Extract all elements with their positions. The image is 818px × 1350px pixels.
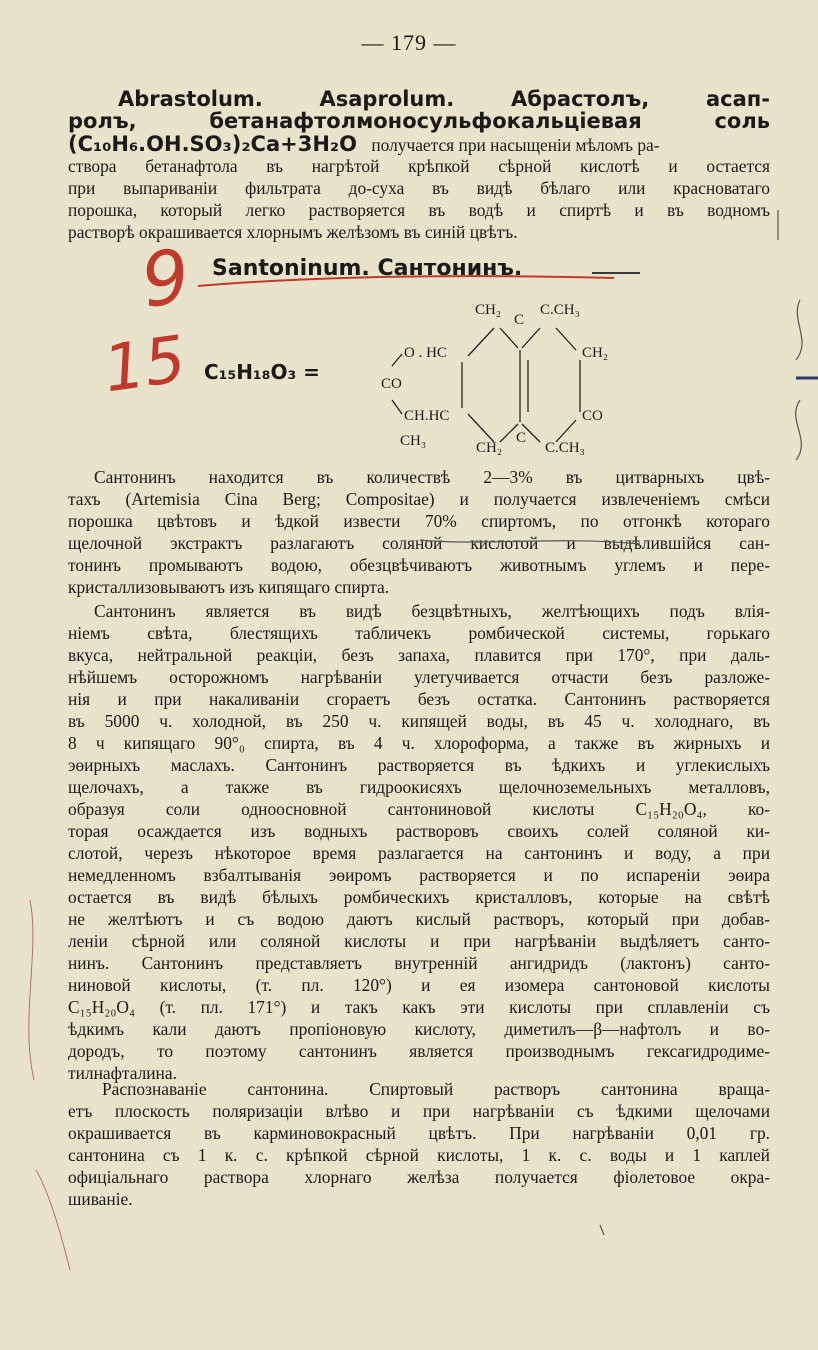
p2-line-22: тилнафталина. [68,1063,177,1083]
p1-line-5: тонинъ промываютъ водою, обезцвѣчиваютъ животнымъ углемъ и пере- [68,555,770,575]
formula-o-hc: O . HC [404,345,447,361]
formula-ch2-top: CH₂ [475,302,502,318]
p3-line-4: сантонина съ 1 к. с. крѣпкой сѣрной кислоты, 1 к. с. воды и 1 каплей [68,1145,770,1165]
p1-line-4: щелочной экстрактъ разлагаютъ соляной кислотой и выдѣлившiйся сан- [68,533,770,553]
p2-line-21: дородъ, то поэтому сантонинъ является производнымъ гексагидродиме- [68,1041,770,1061]
abrastol-line-5: при выпариванiи фильтрата до-суха въ видѣ бѣлаго или красноватаго [68,178,770,198]
p2-line-18: ниновой кислоты, (т. пл. 120°) и ея изомера сантоновой кислоты [68,975,770,995]
p2-line-13: немедленномъ взбалтыванiя эөиромъ растворяется и по испаренiи эөира [68,865,770,885]
formula-co-right: CO [582,408,603,424]
p2-line-16: ленiи сѣрной или соляной кислоты и при нагрѣванiи выдѣляетъ санто- [68,931,770,951]
p3-line-5: офицiальнаго раствора хлорнаго желѣза получается фiолетовое окра- [68,1167,770,1187]
p3-line-1: Распознаванiе сантонина. Спиртовый растворъ сантонина враща- [102,1079,770,1099]
p2-line-14: остается въ видѣ бѣлыхъ ромбическихъ кристалловъ, которые на свѣтѣ [68,887,770,907]
p1-line-6: кристаллизовываютъ изъ кипящаго спирта. [68,577,390,597]
p2-line-5: нiя и при накаливанiи сгораетъ безъ остатка. Сантонинъ растворяется [68,689,770,709]
p2-line-7: 8 ч кипящаго 90°₀ спирта, въ 4 ч. хлороформа, а также въ жирныхъ и [68,733,770,753]
p2-line-17: нинъ. Сантонинъ представляетъ внутреннiй ангидридъ (лактонъ) санто- [68,953,770,973]
p2-line-10: образуя соли одноосновной сантониновой кислоты C₁₅H₂₀O₄, ко- [68,799,770,819]
handwritten-mark-top: 9 [136,233,195,325]
p1-line-3: порошка цвѣтовъ и ѣдкой извести 70% спиртомъ, по отгонкѣ котораго [68,511,770,531]
p2-line-3: вкуса, нейтральной реакцiи, безъ запаха, плавится при 170°, при даль- [68,645,770,665]
p2-line-12: слотой, черезъ нѣкоторое время разлагается на сантонинъ и воду, а при [68,843,770,863]
p1-line-2: тахъ (Artemisia Cina Berg; Compositae) и получается извлеченiемъ смѣси [68,489,770,509]
abrastol-formula: (C₁₀H₆.OH.SO₃)₂Ca+3H₂O [68,132,357,156]
abrastol-line-7: растворѣ окрашивается хлорнымъ желѣзомъ въ синiй цвѣтъ. [68,222,518,242]
santonin-heading: Santoninum. Сантонинъ. [212,256,523,281]
p2-line-11: торая осаждается изъ водныхъ растворовъ своихъ солей соляной ки- [68,821,770,841]
p2-line-15: не желтѣютъ и съ водою даютъ кислый растворъ, который при добав- [68,909,770,929]
p2-line-2: нiемъ свѣта, блестящихъ табличекъ ромбической системы, горькаго [68,623,770,643]
formula-co-left: CO [381,376,402,392]
p2-line-20: ѣдкимъ кали даютъ пропiоновую кислоту, диметилъ—β—нафтолъ и во- [68,1019,770,1039]
p3-line-2: етъ плоскость поляризацiи влѣво и при нагрѣванiи съ ѣдкими щелочами [68,1101,770,1121]
p2-line-19: C₁₅H₂₀O₄ (т. пл. 171°) и такъ какъ эти кислоты при сплавленiи съ [68,997,770,1017]
santonin-formula-lhs: C₁₅H₁₈O₃ = [204,360,320,384]
formula-c-top: C [514,312,525,328]
formula-c-bottom: C [516,430,527,446]
formula-ch2-bottom: CH₂ [476,440,503,456]
formula-ch-hc: CH.HC [404,408,450,424]
p3-line-6: шиванiе. [68,1189,133,1209]
abrastol-line-4: створа бетанафтола въ нагрѣтой крѣпкой сѣрной кислотѣ и остается [68,156,770,176]
p2-line-4: нѣйшемъ осторожномъ нагрѣванiи улетучивается отчасти безъ разложе- [68,667,770,687]
formula-ch3-left: CH₃ [400,433,427,449]
handwritten-mark-bottom: 15 [99,322,191,408]
p2-line-1: Сантонинъ является въ видѣ безцвѣтныхъ, желтѣющихъ подъ влiя- [94,601,770,621]
p1-line-1: Сантонинъ находится въ количествѣ 2—3% въ цитварныхъ цвѣ- [94,467,770,487]
p2-line-6: въ 5000 ч. холодной, въ 250 ч. кипящей воды, въ 45 ч. холоднаго, въ [68,711,770,731]
formula-cch3-top: C.CH₃ [540,302,580,318]
abrastol-line-6: порошка, который легко растворяется въ водѣ и спиртѣ и въ водномъ [68,200,770,220]
p2-line-9: щелочахъ, а также въ гидроокисяхъ щелочноземельныхъ металловъ, [68,777,770,797]
p2-line-8: эөирныхъ маслахъ. Сантонинъ растворяется въ ѣдкихъ и углекислыхъ [68,755,770,775]
formula-cch3-bottom: C.CH₃ [545,440,585,456]
formula-ch2-right: CH₂ [582,345,609,361]
p3-line-3: окрашивается въ карминовокрасный цвѣтъ. При нагрѣванiи 0,01 гр. [68,1123,770,1143]
abrastol-heading-line-1: Abrastolum. Asaprolum. Абрастолъ, асап- [118,87,770,111]
page-number: — 179 — [361,30,457,55]
abrastol-heading-line-2: ролъ, бетанафтолмоносульфокальцiевая соль [68,109,770,133]
abrastol-line-3-text: получается при насыщенiи мѣломъ ра- [371,135,660,155]
